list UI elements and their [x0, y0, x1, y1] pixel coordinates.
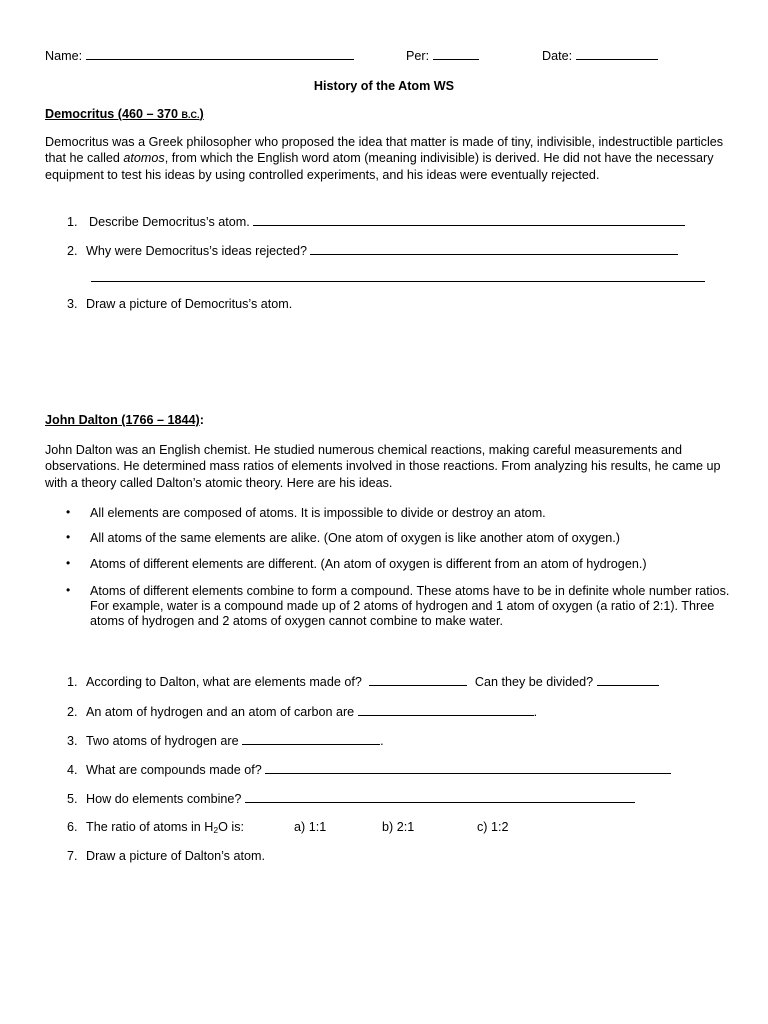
dalton-heading: John Dalton (1766 – 1844): [45, 413, 204, 427]
option-c[interactable]: c) 1:2 [477, 820, 509, 834]
bullet-icon: • [66, 505, 71, 519]
democritus-heading: Democritus (460 – 370 B.C.) [45, 107, 204, 121]
answer-line[interactable] [253, 213, 685, 226]
answer-line[interactable] [358, 703, 534, 716]
answer-line[interactable] [242, 732, 380, 745]
dalton-idea-1: All elements are composed of atoms. It is impossible to divide or destroy an atom. [90, 506, 546, 520]
worksheet-title: History of the Atom WS [313, 79, 455, 93]
option-b[interactable]: b) 2:1 [382, 820, 415, 834]
dalton-question-1: 1. According to Dalton, what are elements made of? Can they be divided? [67, 673, 659, 690]
answer-line-continued[interactable] [91, 281, 705, 282]
dalton-idea-4: Atoms of different elements combine to form a compound. These atoms have to be in definite whole number ratios. For example, water is a compound made up of 2 atoms of hydrogen and 1 atom of oxygen (a ratio of 2:1). Three atoms of hydrogen and 2 atoms of oxygen cannot combine to make water. [90, 584, 730, 629]
dalton-question-2: 2. An atom of hydrogen and an atom of carbon are . [67, 705, 538, 719]
dalton-question-6: 6. The ratio of atoms in $H_2O$ is: [67, 820, 245, 835]
dalton-idea-3: Atoms of different elements are different. (An atom of oxygen is different from an atom of hydrogen.) [90, 557, 647, 571]
dalton-paragraph: John Dalton was an English chemist. He studied numerous chemical reactions, making careful measurements and observations. He determined mass ratios of elements involved in those reactions. From analyzing his results, he came up with a theory called Dalton’s atomic theory. Here are his ideas. [45, 443, 721, 490]
dalton-question-3: 3. Two atoms of hydrogen are . [67, 734, 384, 748]
answer-line[interactable] [265, 761, 671, 774]
period-field[interactable] [433, 47, 479, 60]
answer-line[interactable] [369, 673, 467, 686]
democritus-question-2: 2. Why were Democritus’s ideas rejected? [67, 242, 678, 259]
dalton-question-7: 7. Draw a picture of Dalton’s atom. [67, 849, 265, 863]
dalton-question-5: 5. How do elements combine? [67, 790, 635, 807]
bullet-icon: • [66, 530, 71, 544]
democritus-question-1: 1. Describe Democritus’s atom. [67, 213, 685, 230]
date-field[interactable] [576, 47, 658, 60]
name-field[interactable] [86, 47, 354, 60]
date-label: Date: [542, 47, 658, 64]
bullet-icon: • [66, 583, 71, 597]
answer-line[interactable] [310, 242, 678, 255]
answer-line[interactable] [597, 673, 659, 686]
democritus-question-3: 3. Draw a picture of Democritus’s atom. [67, 297, 293, 311]
dalton-idea-2: All atoms of the same elements are alike. (One atom of oxygen is like another atom of oxygen.) [90, 531, 620, 545]
democritus-paragraph: Democritus was a Greek philosopher who proposed the idea that matter is made of tiny, indivisible, indestructible particles that he called atomos, from which the English word atom (meaning indivisible) is derived. He did not have the necessary equipment to test his ideas by using controlled experiments, and his ideas were eventually rejected. [45, 135, 724, 182]
name-label: Name: [45, 47, 354, 64]
bullet-icon: • [66, 556, 71, 570]
period-label: Per: [406, 47, 479, 64]
dalton-question-4: 4. What are compounds made of? [67, 761, 671, 778]
answer-line[interactable] [245, 790, 635, 803]
option-a[interactable]: a) 1:1 [294, 820, 327, 834]
